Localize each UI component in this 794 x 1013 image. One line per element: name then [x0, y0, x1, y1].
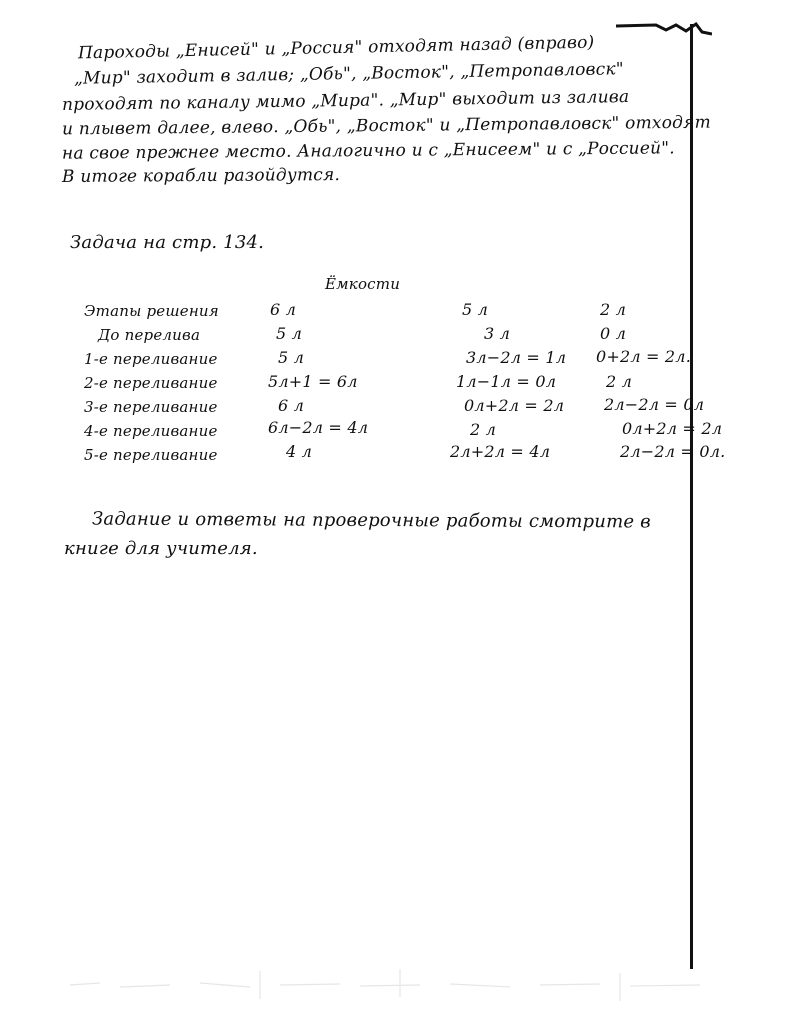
cell-6l: 6л−2л = 4л	[268, 418, 369, 437]
row-label: 1-е переливание	[84, 350, 218, 368]
cell-6l: 6 л	[278, 396, 305, 415]
cell-6l: 4 л	[286, 442, 313, 461]
cell-2l: 2л−2л = 0л.	[620, 442, 726, 461]
cell-6l: 5 л	[276, 324, 303, 343]
cell-2l: 2 л	[606, 372, 633, 391]
cell-6l: 6 л	[270, 300, 297, 319]
cell-2l: 0+2л = 2л.	[596, 347, 691, 366]
cell-2l: 2л−2л = 0л	[604, 395, 705, 414]
paragraph-line-4: и плывет далее, влево. „Обь", „Восток" и „Петропавловск" отходят	[61, 112, 711, 140]
vessels-header: Ёмкости	[325, 275, 401, 293]
row-label: 4-е переливание	[84, 422, 218, 440]
paragraph-line-5: на свое прежнее место. Аналогично и с „Енисеем" и с „Россией".	[61, 138, 675, 164]
row-label: 3-е переливание	[84, 398, 218, 416]
row-label: 2-е переливание	[84, 374, 218, 392]
row-label: 5-е переливание	[84, 446, 218, 464]
row-label: Этапы решения	[84, 302, 219, 320]
cell-2l: 0 л	[600, 324, 627, 343]
footer-note-line-1: Задание и ответы на проверочные работы смотрите в	[91, 508, 651, 533]
task-title: Задача на стр. 134.	[70, 232, 265, 253]
cell-6l: 5 л	[278, 348, 305, 367]
margin-line	[690, 24, 693, 969]
paragraph-line-3: проходят по каналу мимо „Мира". „Мир" выходит из залива	[61, 87, 630, 115]
cell-5l: 3л−2л = 1л	[466, 348, 567, 367]
cell-5l: 2л+2л = 4л	[450, 442, 551, 461]
cell-5l: 1л−1л = 0л	[456, 372, 557, 391]
cell-2l: 2 л	[600, 300, 627, 319]
corner-scribble-mark	[616, 22, 712, 40]
paragraph-line-2: „Мир" заходит в залив; „Обь", „Восток", „Петропавловск"	[73, 59, 624, 89]
cell-5l: 5 л	[462, 300, 489, 319]
cell-2l: 0л+2л = 2л	[622, 419, 723, 438]
cell-5l: 0л+2л = 2л	[464, 396, 565, 415]
cell-6l: 5л+1 = 6л	[268, 372, 358, 391]
row-label: До перелива	[98, 326, 201, 344]
cell-5l: 3 л	[484, 324, 511, 343]
faint-bleed-through-marks	[60, 965, 720, 1005]
paragraph-line-1: Пароходы „Енисей" и „Россия" отходят назад (вправо)	[77, 32, 595, 64]
footer-note-line-2: книге для учителя.	[64, 538, 258, 559]
cell-5l: 2 л	[470, 420, 497, 439]
paragraph-line-6: В итоге корабли разойдутся.	[61, 165, 341, 187]
